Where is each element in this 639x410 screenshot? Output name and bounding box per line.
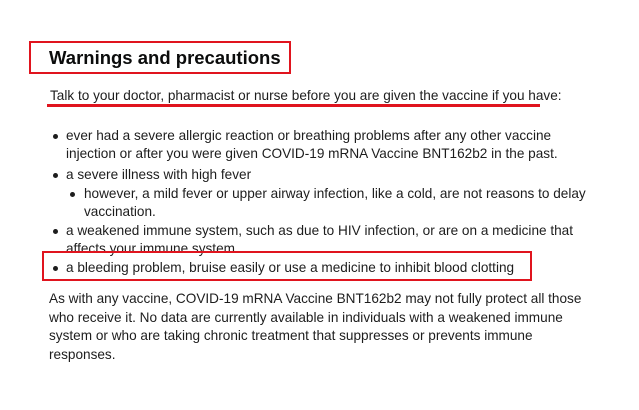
list-item-line: a severe illness with high fever [66, 167, 252, 182]
list-item-line: a bleeding problem, bruise easily or use a medicine to inhibit blood clotting [66, 260, 515, 275]
list-item-severe-illness [66, 166, 251, 184]
sub-list-item-mild-fever [84, 185, 586, 222]
list-bullet [53, 229, 58, 234]
closing-paragraph [49, 290, 581, 364]
list-item-line: however, a mild fever or upper airway infection, like a cold, are not reasons to delay [84, 186, 586, 201]
list-item-line: injection or after you were given COVID-19 mRNA Vaccine BNT162b2 in the past. [66, 146, 558, 162]
list-item-line: vaccination. [84, 204, 156, 220]
section-heading: Warnings and precautions [49, 47, 281, 68]
list-bullet [53, 173, 58, 178]
intro-underline [47, 104, 540, 107]
paragraph-line: As with any vaccine, COVID-19 mRNA Vaccine BNT162b2 may not fully protect all those [49, 291, 582, 306]
list-bullet [53, 134, 58, 139]
list-bullet [53, 266, 58, 271]
paragraph-line: system or who are taking chronic treatment that suppresses or prevents immune [49, 328, 533, 344]
list-item-allergic-reaction [66, 127, 558, 164]
paragraph-line: who receive it. No data are currently available in individuals with a weakened immune [49, 309, 563, 325]
list-item-line: a weakened immune system, such as due to HIV infection, or are on a medicine that [66, 223, 574, 238]
paragraph-line: responses. [49, 346, 116, 362]
sub-list-bullet [70, 192, 75, 197]
list-item-line: ever had a severe allergic reaction or breathing problems after any other vaccine [66, 128, 552, 143]
list-item-bleeding-problem [66, 259, 514, 277]
list-item-line: affects your immune system [66, 241, 235, 257]
intro-sentence: Talk to your doctor, pharmacist or nurse before you are given the vaccine if you have: [50, 88, 562, 103]
